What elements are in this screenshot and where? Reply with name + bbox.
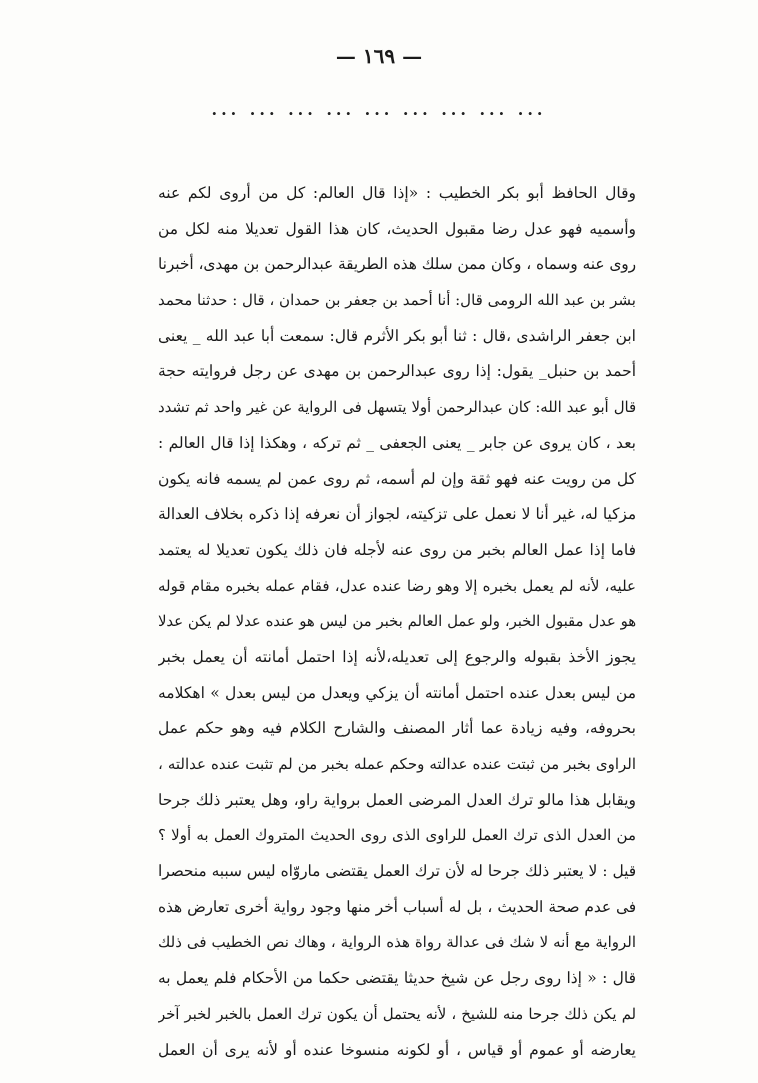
text-line: بحروفه، وفيه زيادة عما أثار المصنف والشارح الكلام فيه وهو حكم عمل [158, 719, 636, 738]
page-number: — ١٦٩ — [335, 44, 423, 68]
text-line: يجوز الأخذ بقبوله والرجوع إلى تعديله،لأنه إذا احتمل أمانته أن يعمل بخبر [158, 647, 636, 666]
text-line: قال : « إذا روى رجل عن شيخ حديثا يقتضى حكما من الأحكام فلم يعمل به [158, 969, 636, 988]
text-line: قال أبو عبد الله: كان عبدالرحمن أولا يتسهل فى الرواية عن غير واحد ثم تشدد [158, 399, 636, 417]
text-line: بعد ، كان يروى عن جابر _ يعنى الجعفى _ ثم تركه ، وهكذا إذا قال العالم : [158, 433, 636, 452]
text-line: روى عنه وسماه ، وكان ممن سلك هذه الطريقة عبدالرحمن بن مهدى، أخبرنا [158, 255, 636, 274]
text-line: من ليس بعدل عنده احتمل أمانته أن يزكي ويعدل من ليس بعدل » اهكلامه [158, 683, 636, 702]
text-line: قيل : لا يعتبر ذلك جرحا له لأن ترك العمل يقتضى ماروّاه ليس سببه منحصرا [158, 862, 636, 881]
body-text [158, 176, 636, 1068]
text-line: من العدل الذى ترك العمل للراوى الذى روى الحديث المتروك العمل به أولا ؟ [158, 826, 636, 845]
text-line: مزكيا له، غير أنا لا نعمل على تزكيته، لجواز أن نعرفه إذا ذكره بخلاف العدالة [158, 505, 636, 524]
text-line: وقال الحافظ أبو بكر الخطيب : «إذا قال العالم: كل من أروى لكم عنه [158, 184, 636, 202]
text-line: يعارضه أو عموم أو قياس ، أو لكونه منسوخا عنده أو لأنه يرى أن العمل [158, 1040, 636, 1059]
text-line: الرواية مع أنه لا شك فى عدالة رواة هذه الرواية ، وهاك نص الخطيب فى ذلك [158, 933, 636, 952]
text-line: ويقابل هذا مالو ترك العدل المرضى العمل برواية راو، وهل يعتبر ذلك جرحا [158, 790, 636, 809]
text-line: أحمد بن حنبل_ يقول: إذا روى عبدالرحمن بن مهدى عن رجل فروايته حجة [158, 362, 636, 381]
text-line: فاما إذا عمل العالم بخبر من روى عنه لأجله فان ذلك يكون تعديلا له يعتمد [158, 540, 636, 559]
text-line: كل من رويت عنه فهو ثقة وإن لم أسمه، ثم روى عمن لم يسمه فانه يكون [158, 469, 636, 488]
text-line: لم يكن ذلك جرحا منه للشيخ ، لأنه يحتمل أن يكون ترك العمل بالخبر لخبر آخر [158, 1005, 636, 1023]
section-separator: ... ... ... ... ... ... ... ... ... [211, 100, 547, 119]
text-line: الراوى بخبر من ثبتت عنده عدالته وحكم عمله بخبر من لم تثبت عنده عدالته ، [158, 755, 636, 773]
text-line: ابن جعفر الراشدى ،قال : ثنا أبو بكر الأثرم قال: سمعت أبا عبد الله _ يعنى [158, 326, 636, 345]
text-line: هو عدل مقبول الخبر، ولو عمل العالم بخبر من ليس هو عنده عدلا لم يكن عدلا [158, 613, 636, 631]
text-line: فى عدم صحة الحديث ، بل له أسباب أخر منها وجود رواية أخرى تعارض هذه [158, 897, 636, 916]
text-line: وأسميه فهو عدل رضا مقبول الحديث، كان هذا القول تعديلا منه لكل من [158, 219, 636, 238]
text-line: عليه، لأنه لم يعمل بخبره إلا وهو رضا عنده عدل، فقام عمله بخبره مقام قوله [158, 576, 636, 595]
text-line: بشر بن عبد الله الرومى قال: أنا أحمد بن جعفر بن حمدان ، قال : حدثنا محمد [158, 291, 636, 310]
